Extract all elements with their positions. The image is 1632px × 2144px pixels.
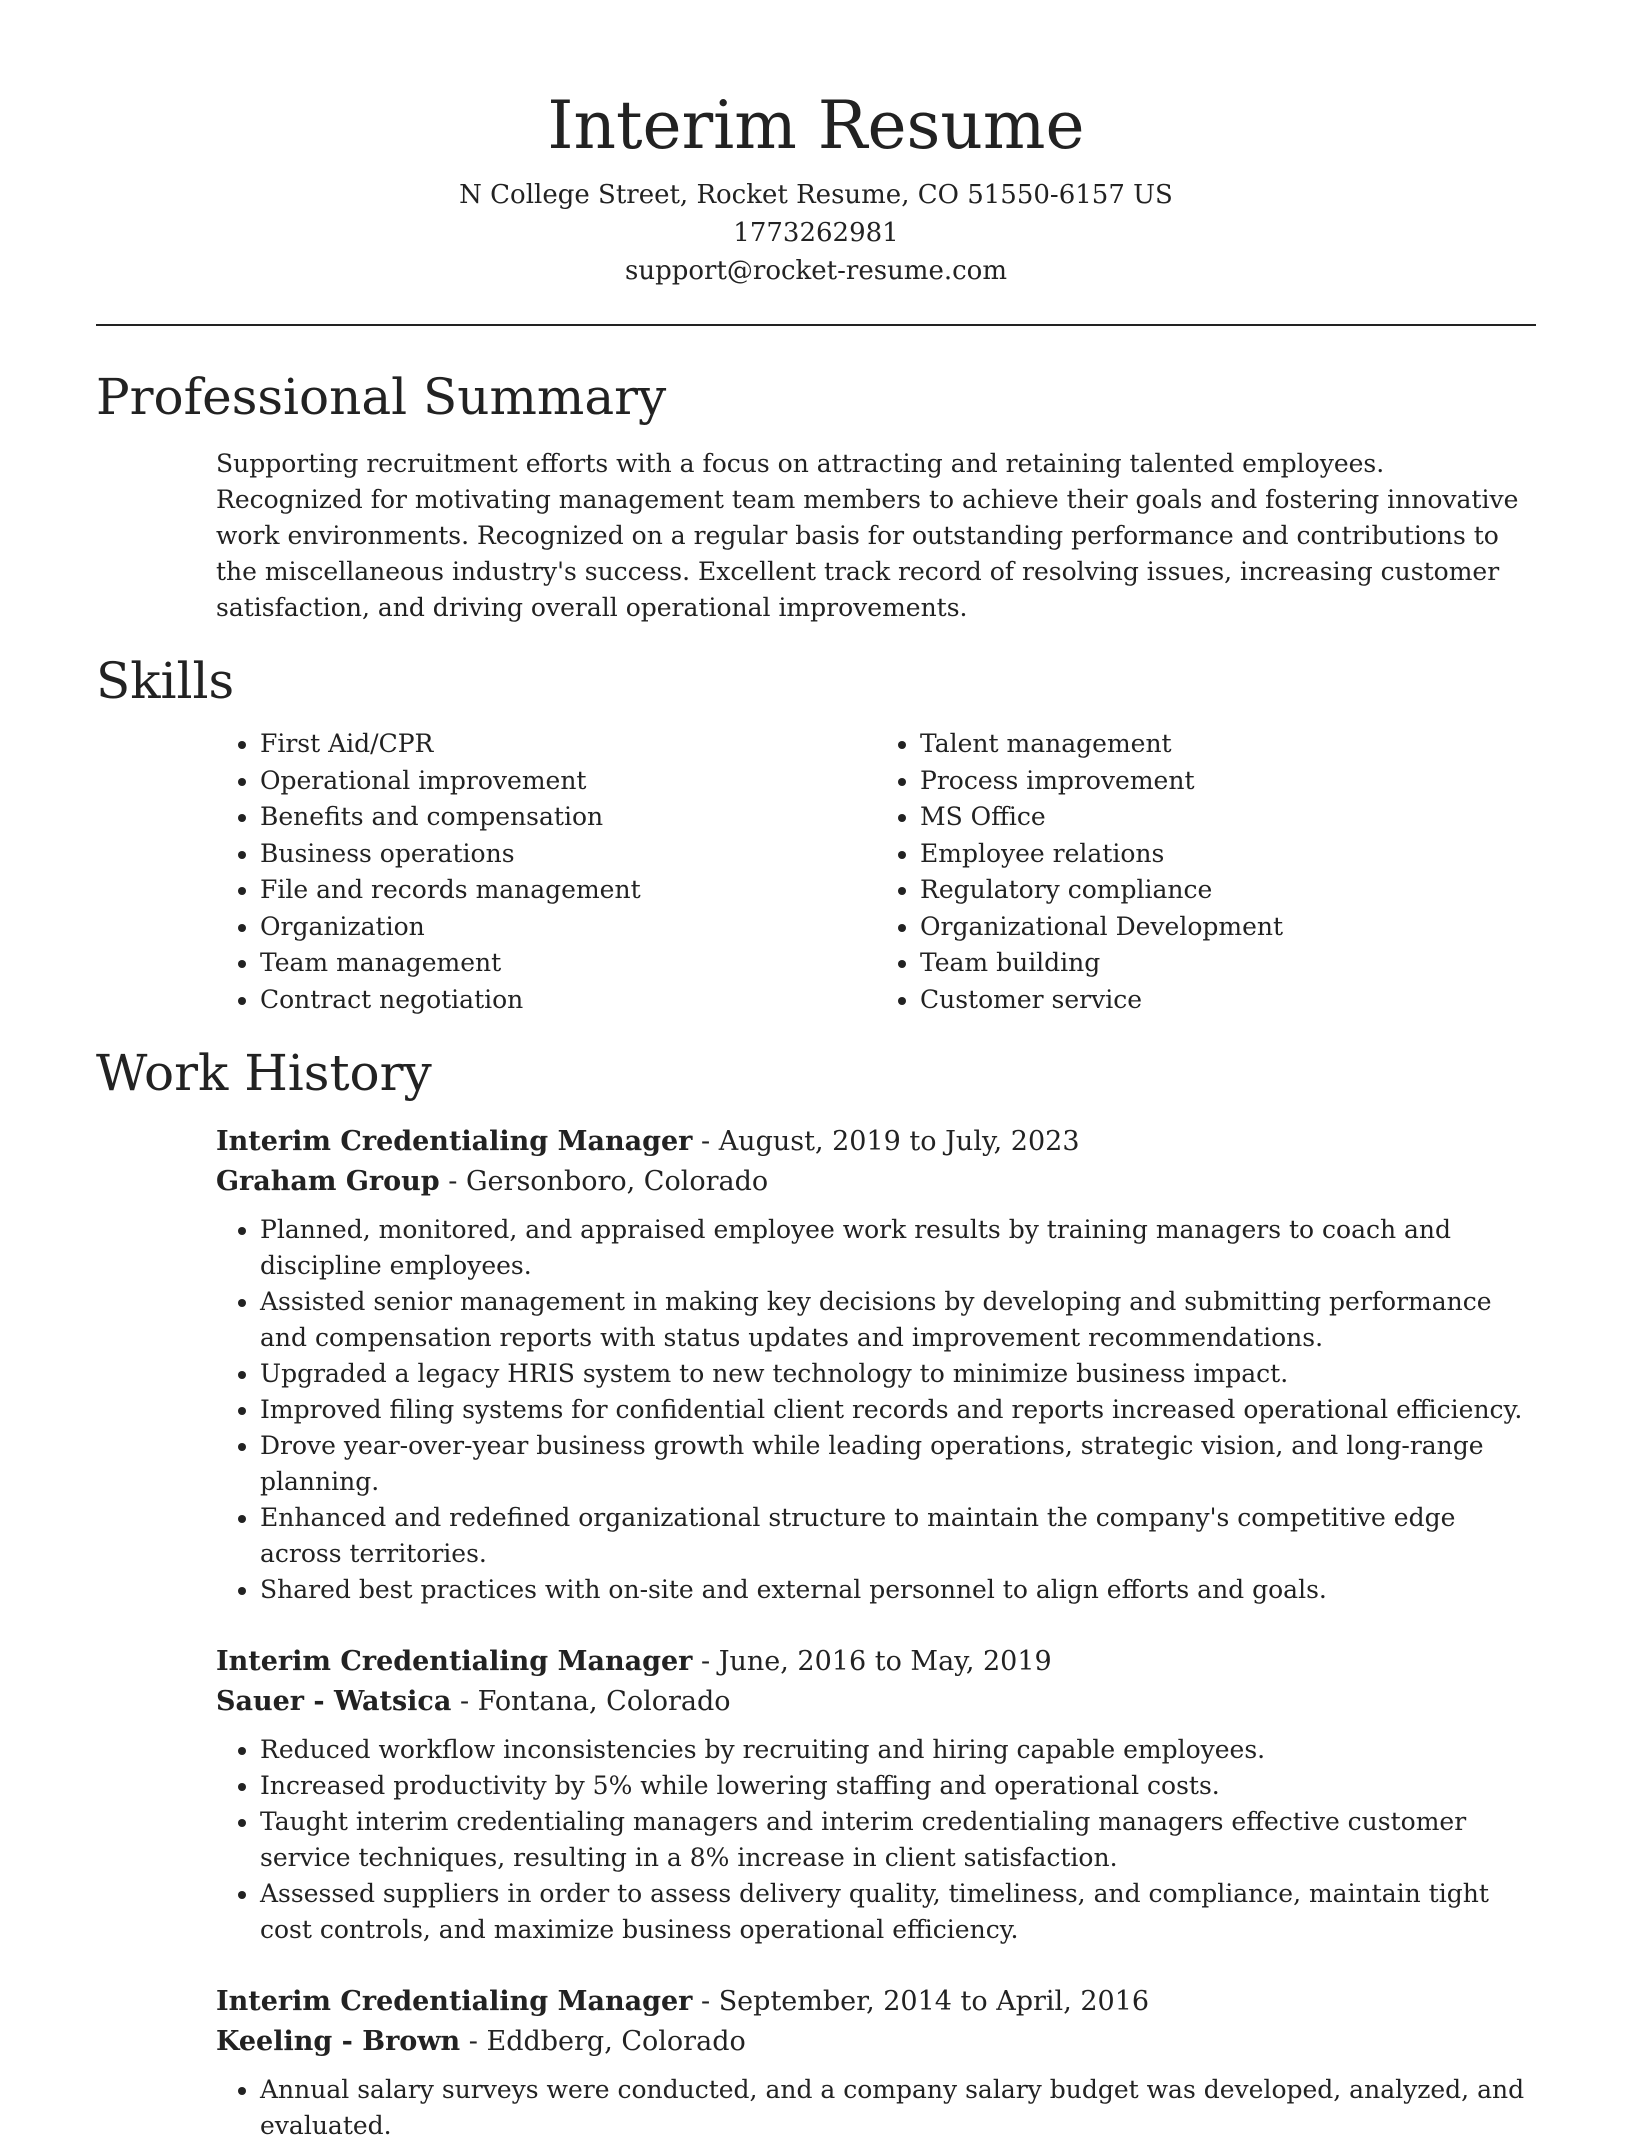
skill-item: • Benefits and compensation: [260, 799, 876, 836]
skill-item: • Regulatory compliance: [920, 872, 1536, 909]
job-company: Sauer - Watsica: [216, 1686, 452, 1717]
job-location: Fontana, Colorado: [477, 1686, 731, 1717]
job-bullet: • Upgraded a legacy HRIS system to new technology to minimize business impact.: [260, 1356, 1536, 1392]
contact-phone: 1773262981: [733, 218, 899, 248]
contact-address: N College Street, Rocket Resume, CO 51550-6157 US: [459, 180, 1173, 210]
job-location: Gersonboro, Colorado: [465, 1166, 769, 1197]
job-bullet: • Enhanced and redefined organizational structure to maintain the company's competitive edge across territories.: [260, 1500, 1536, 1572]
skill-item: • Customer service: [920, 982, 1536, 1019]
summary-text: Supporting recruitment efforts with a focus on attracting and retaining talented employees. Recognized for motivating management team members to achieve their goals and fostering innovative work environments. Recognized on a regular basis for outstanding performance and contributions to the miscellaneous industry's success. Excellent track record of resolving issues, increasing customer satisfaction, and driving overall operational improvements.: [216, 449, 1519, 622]
job-entry: [216, 1982, 1536, 2144]
job-dates: September, 2014 to April, 2016: [718, 1986, 1150, 2017]
skills-column-right: [876, 726, 1536, 1018]
job-bullet: • Increased productivity by 5% while lowering staffing and operational costs.: [260, 1768, 1536, 1804]
job-title: Interim Credentialing Manager: [216, 1126, 693, 1157]
contact-email: support@rocket-resume.com: [624, 256, 1007, 286]
resume-page: [96, 0, 1536, 2144]
skill-item: • Team management: [260, 945, 876, 982]
skill-item: • MS Office: [920, 799, 1536, 836]
job-company-line: [216, 2022, 1536, 2062]
skills-column-left: [216, 726, 876, 1018]
job-title: Interim Credentialing Manager: [216, 1986, 693, 2017]
skill-item: • Organizational Development: [920, 909, 1536, 946]
job-bullet: • Drove year-over-year business growth while leading operations, strategic vision, and long-range planning.: [260, 1428, 1536, 1500]
skill-item: • Employee relations: [920, 836, 1536, 873]
work-history-section: [216, 1122, 1536, 2144]
job-entry: [216, 1642, 1536, 1948]
skills-section: [216, 726, 1536, 1018]
job-bullet: • Assessed suppliers in order to assess delivery quality, timeliness, and compliance, maintain tight cost controls, and maximize business operational efficiency.: [260, 1876, 1536, 1948]
skill-item: • Business operations: [260, 836, 876, 873]
job-bullet: • Annual salary surveys were conducted, and a company salary budget was developed, analyzed, and evaluated.: [260, 2072, 1536, 2144]
skill-item: • Organization: [260, 909, 876, 946]
separator: -: [692, 1126, 719, 1157]
job-bullet: • Assisted senior management in making key decisions by developing and submitting performance and compensation reports with status updates and improvement recommendations.: [260, 1284, 1536, 1356]
job-bullets: [216, 2072, 1536, 2144]
job-title-line: [216, 1982, 1536, 2022]
job-company-line: [216, 1682, 1536, 1722]
job-bullet: • Shared best practices with on-site and external personnel to align efforts and goals.: [260, 1572, 1536, 1608]
skill-item: • Team building: [920, 945, 1536, 982]
skills-heading: Skills: [96, 652, 235, 710]
job-dates: August, 2019 to July, 2023: [718, 1126, 1080, 1157]
job-location: Eddberg, Colorado: [486, 2026, 746, 2057]
skill-item: • Process improvement: [920, 763, 1536, 800]
summary-section: [216, 446, 1536, 626]
separator: -: [692, 1646, 719, 1677]
job-company: Keeling - Brown: [216, 2026, 461, 2057]
header-divider: [96, 324, 1536, 326]
skill-item: • First Aid/CPR: [260, 726, 876, 763]
candidate-name: Interim Resume: [547, 87, 1085, 164]
job-bullet: • Reduced workflow inconsistencies by recruiting and hiring capable employees.: [260, 1732, 1536, 1768]
skill-item: • Talent management: [920, 726, 1536, 763]
job-bullets: [216, 1212, 1536, 1608]
job-bullet: • Taught interim credentialing managers and interim credentialing managers effective customer service techniques, resulting in a 8% increase in client satisfaction.: [260, 1804, 1536, 1876]
contact-info: [96, 176, 1536, 290]
summary-heading: Professional Summary: [96, 368, 667, 426]
job-title: Interim Credentialing Manager: [216, 1646, 693, 1677]
separator: -: [439, 1166, 466, 1197]
skills-grid: [216, 726, 1536, 1018]
skill-item: • Contract negotiation: [260, 982, 876, 1019]
separator: -: [692, 1986, 719, 2017]
job-title-line: [216, 1122, 1536, 1162]
skill-item: • File and records management: [260, 872, 876, 909]
job-bullet: • Improved filing systems for confidential client records and reports increased operational efficiency.: [260, 1392, 1536, 1428]
job-entry: [216, 1122, 1536, 1608]
skill-item: • Operational improvement: [260, 763, 876, 800]
job-company: Graham Group: [216, 1166, 440, 1197]
resume-header: [96, 0, 1536, 290]
work-history-heading: Work History: [96, 1044, 432, 1102]
job-bullet: • Planned, monitored, and appraised employee work results by training managers to coach and discipline employees.: [260, 1212, 1536, 1284]
job-title-line: [216, 1642, 1536, 1682]
job-bullets: [216, 1732, 1536, 1948]
separator: -: [460, 2026, 487, 2057]
separator: -: [451, 1686, 478, 1717]
job-company-line: [216, 1162, 1536, 1202]
job-dates: June, 2016 to May, 2019: [718, 1646, 1052, 1677]
